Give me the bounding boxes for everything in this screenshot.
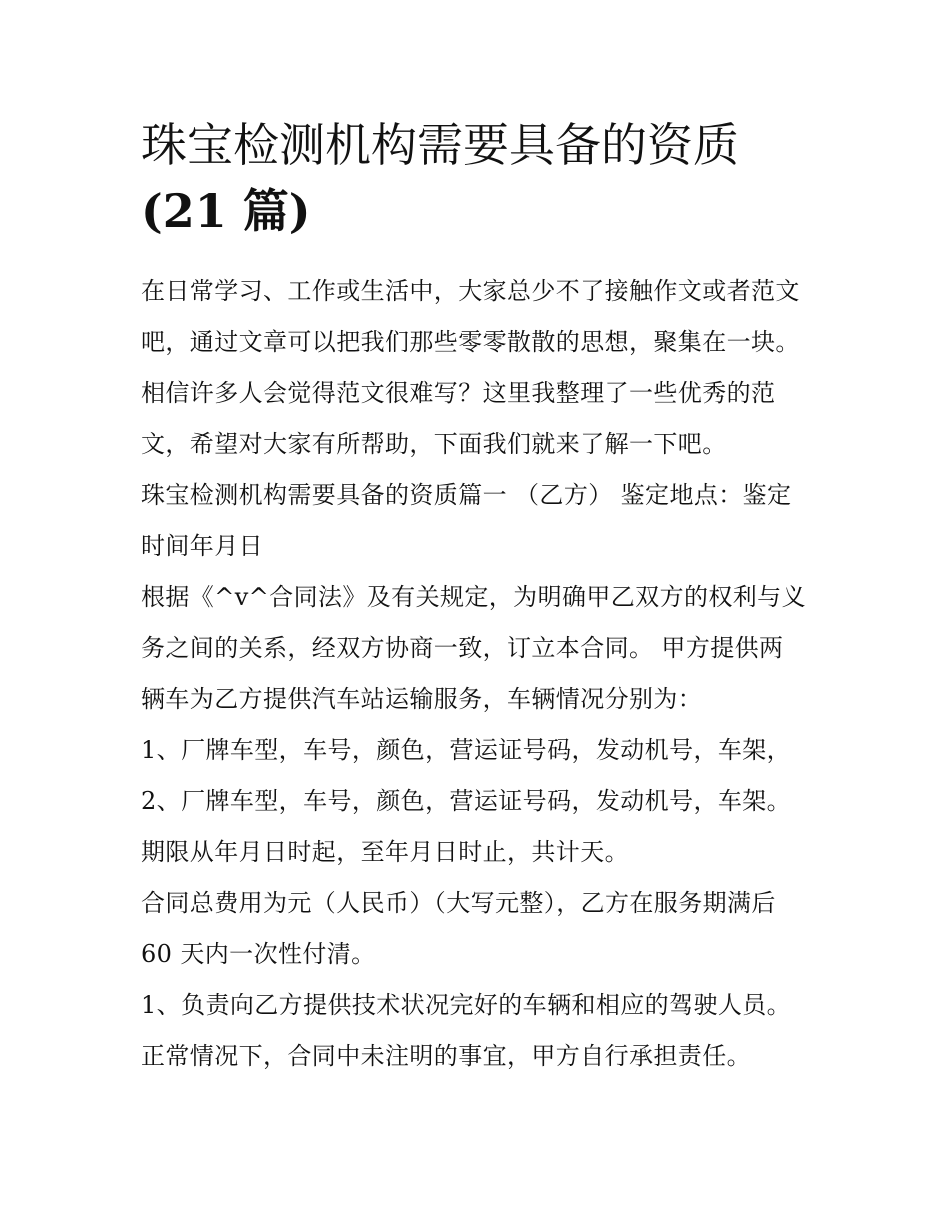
text-line: 时间年月日	[141, 532, 263, 560]
text-line: 期限从年月日时起，至年月日时止，共计天。	[141, 838, 629, 866]
title-line-1: 珠宝检测机构需要具备的资质	[141, 118, 739, 172]
paragraph-liability	[141, 1031, 813, 1082]
document-page	[141, 112, 813, 1082]
paragraph-intro	[141, 266, 813, 470]
paragraph-section-one	[141, 470, 813, 572]
text-line: 务之间的关系，经双方协商一致，订立本合同。 甲方提供两	[141, 634, 784, 662]
text-line: 相信许多人会觉得范文很难写？这里我整理了一些优秀的范	[141, 379, 776, 407]
document-title	[141, 112, 813, 244]
text-line: 根据《^v^合同法》及有关规定，为明确甲乙双方的权利与义	[141, 583, 806, 611]
text-line: 吧，通过文章可以把我们那些零零散散的思想，聚集在一块。	[141, 328, 800, 356]
text-line: 珠宝检测机构需要具备的资质篇一 （乙方） 鉴定地点：鉴定	[141, 481, 792, 509]
text-line: 正常情况下，合同中未注明的事宜，甲方自行承担责任。	[141, 1042, 751, 1070]
title-line-2: (21 篇)	[141, 184, 311, 238]
text-line: 1、厂牌车型，车号，颜色，营运证号码，发动机号，车架，	[141, 736, 792, 764]
text-line: 辆车为乙方提供汽车站运输服务，车辆情况分别为：	[141, 685, 703, 713]
text-line: 合同总费用为元（人民币）（大写元整），乙方在服务期满后	[141, 889, 776, 917]
text-line: 在日常学习、工作或生活中，大家总少不了接触作文或者范文	[141, 277, 800, 305]
text-line: 2、厂牌车型，车号，颜色，营运证号码，发动机号，车架。	[141, 787, 792, 815]
paragraph-vehicle-2	[141, 776, 813, 827]
paragraph-fee	[141, 878, 813, 980]
paragraph-term	[141, 827, 813, 878]
paragraph-contract-basis	[141, 572, 813, 725]
text-line: 文，希望对大家有所帮助，下面我们就来了解一下吧。	[141, 430, 727, 458]
paragraph-vehicle-1	[141, 725, 813, 776]
text-line: 1、负责向乙方提供技术状况完好的车辆和相应的驾驶人员。	[141, 991, 792, 1019]
paragraph-obligation-1	[141, 980, 813, 1031]
document-body	[141, 266, 813, 1082]
text-line: 60 天内一次性付清。	[141, 940, 376, 968]
